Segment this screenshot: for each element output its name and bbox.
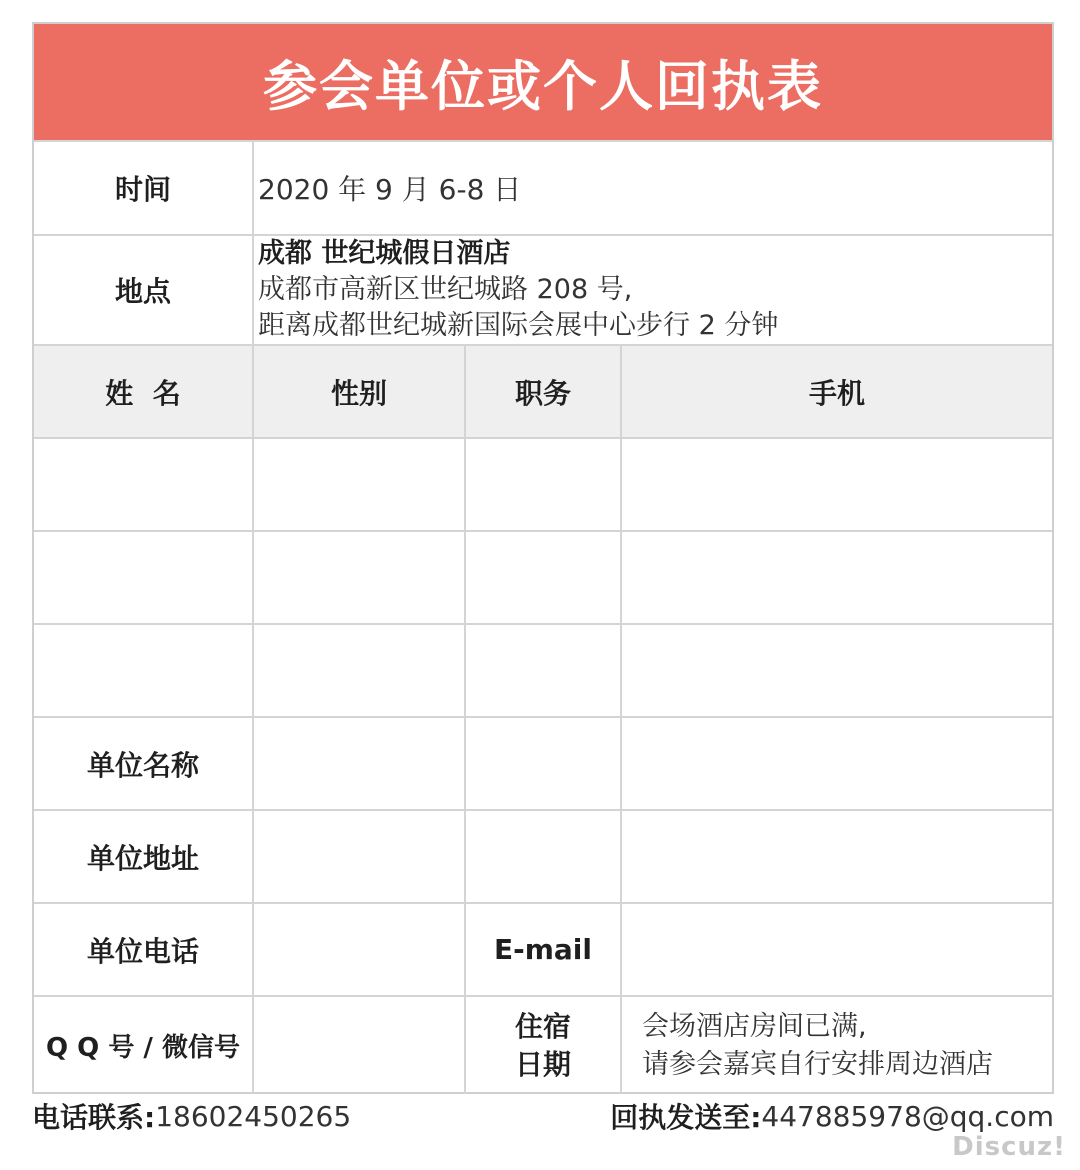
divider (252, 142, 254, 234)
stay-label-line1: 住宿 (514, 1009, 571, 1043)
venue-distance: 距离成都世纪城新国际会展中心步行 2 分钟 (258, 310, 779, 341)
location-row (34, 234, 1052, 344)
name-input-cell[interactable] (34, 439, 252, 530)
venue-name: 成都 世纪城假日酒店 (258, 238, 511, 269)
time-value: 2020 年 9 月 6-8 日 (258, 173, 522, 206)
unit-name-input-cell[interactable] (466, 718, 620, 809)
attendee-row (34, 623, 1052, 716)
unit-address-label: 单位地址 (86, 841, 199, 875)
phone-value[interactable]: 18602450265 (155, 1099, 352, 1133)
venue-address: 成都市高新区世纪城路 208 号, (258, 274, 633, 305)
qq-wechat-input-cell[interactable] (254, 997, 464, 1094)
unit-name-input-cell[interactable] (622, 718, 1052, 809)
unit-address-input-cell[interactable] (622, 811, 1052, 902)
phone-label: 电话联系: (32, 1101, 156, 1134)
column-gender: 性别 (330, 376, 387, 410)
gender-input-cell[interactable] (254, 532, 464, 623)
title-bar (34, 24, 1052, 140)
divider (252, 236, 254, 344)
time-label: 时间 (114, 173, 171, 206)
column-position: 职务 (514, 376, 571, 410)
stay-label-line2: 日期 (514, 1047, 571, 1081)
stay-date-label (466, 997, 620, 1094)
hotel-note (622, 997, 1052, 1094)
time-row (34, 140, 1052, 234)
position-input-cell[interactable] (466, 439, 620, 530)
receipt-form (32, 22, 1054, 1094)
attendee-row (34, 530, 1052, 623)
form-title: 参会单位或个人回执表 (263, 54, 823, 118)
location-label: 地点 (114, 275, 171, 308)
email-link[interactable]: 447885978@qq.com (761, 1099, 1054, 1133)
gender-input-cell[interactable] (254, 439, 464, 530)
position-input-cell[interactable] (466, 625, 620, 716)
attendee-row (34, 437, 1052, 530)
unit-name-label: 单位名称 (86, 748, 199, 782)
hotel-note-line2: 请参会嘉宾自行安排周边酒店 (642, 1048, 993, 1080)
hotel-note-line1: 会场酒店房间已满, (642, 1010, 867, 1042)
unit-address-row (34, 809, 1052, 902)
name-input-cell[interactable] (34, 532, 252, 623)
gender-input-cell[interactable] (254, 625, 464, 716)
send-label: 回执发送至: (610, 1101, 762, 1134)
location-value (256, 236, 1052, 344)
email-input-cell[interactable] (622, 904, 1052, 995)
unit-name-row (34, 716, 1052, 809)
mobile-input-cell[interactable] (622, 625, 1052, 716)
unit-name-input-cell[interactable] (254, 718, 464, 809)
mobile-input-cell[interactable] (622, 439, 1052, 530)
position-input-cell[interactable] (466, 532, 620, 623)
qq-wechat-label: Q Q 号 / 微信号 (46, 1033, 240, 1063)
unit-phone-row (34, 902, 1052, 995)
unit-address-input-cell[interactable] (254, 811, 464, 902)
unit-address-input-cell[interactable] (466, 811, 620, 902)
name-input-cell[interactable] (34, 625, 252, 716)
column-mobile: 手机 (808, 376, 865, 410)
unit-phone-label: 单位电话 (86, 934, 199, 968)
email-label: E-mail (493, 933, 592, 966)
column-name: 姓 名 (105, 376, 181, 410)
contact-phone (32, 1094, 351, 1138)
watermark-text: Discuz! (952, 1132, 1066, 1162)
qq-wechat-row (34, 995, 1052, 1094)
mobile-input-cell[interactable] (622, 532, 1052, 623)
unit-phone-input-cell[interactable] (254, 904, 464, 995)
column-header-row (34, 344, 1052, 437)
